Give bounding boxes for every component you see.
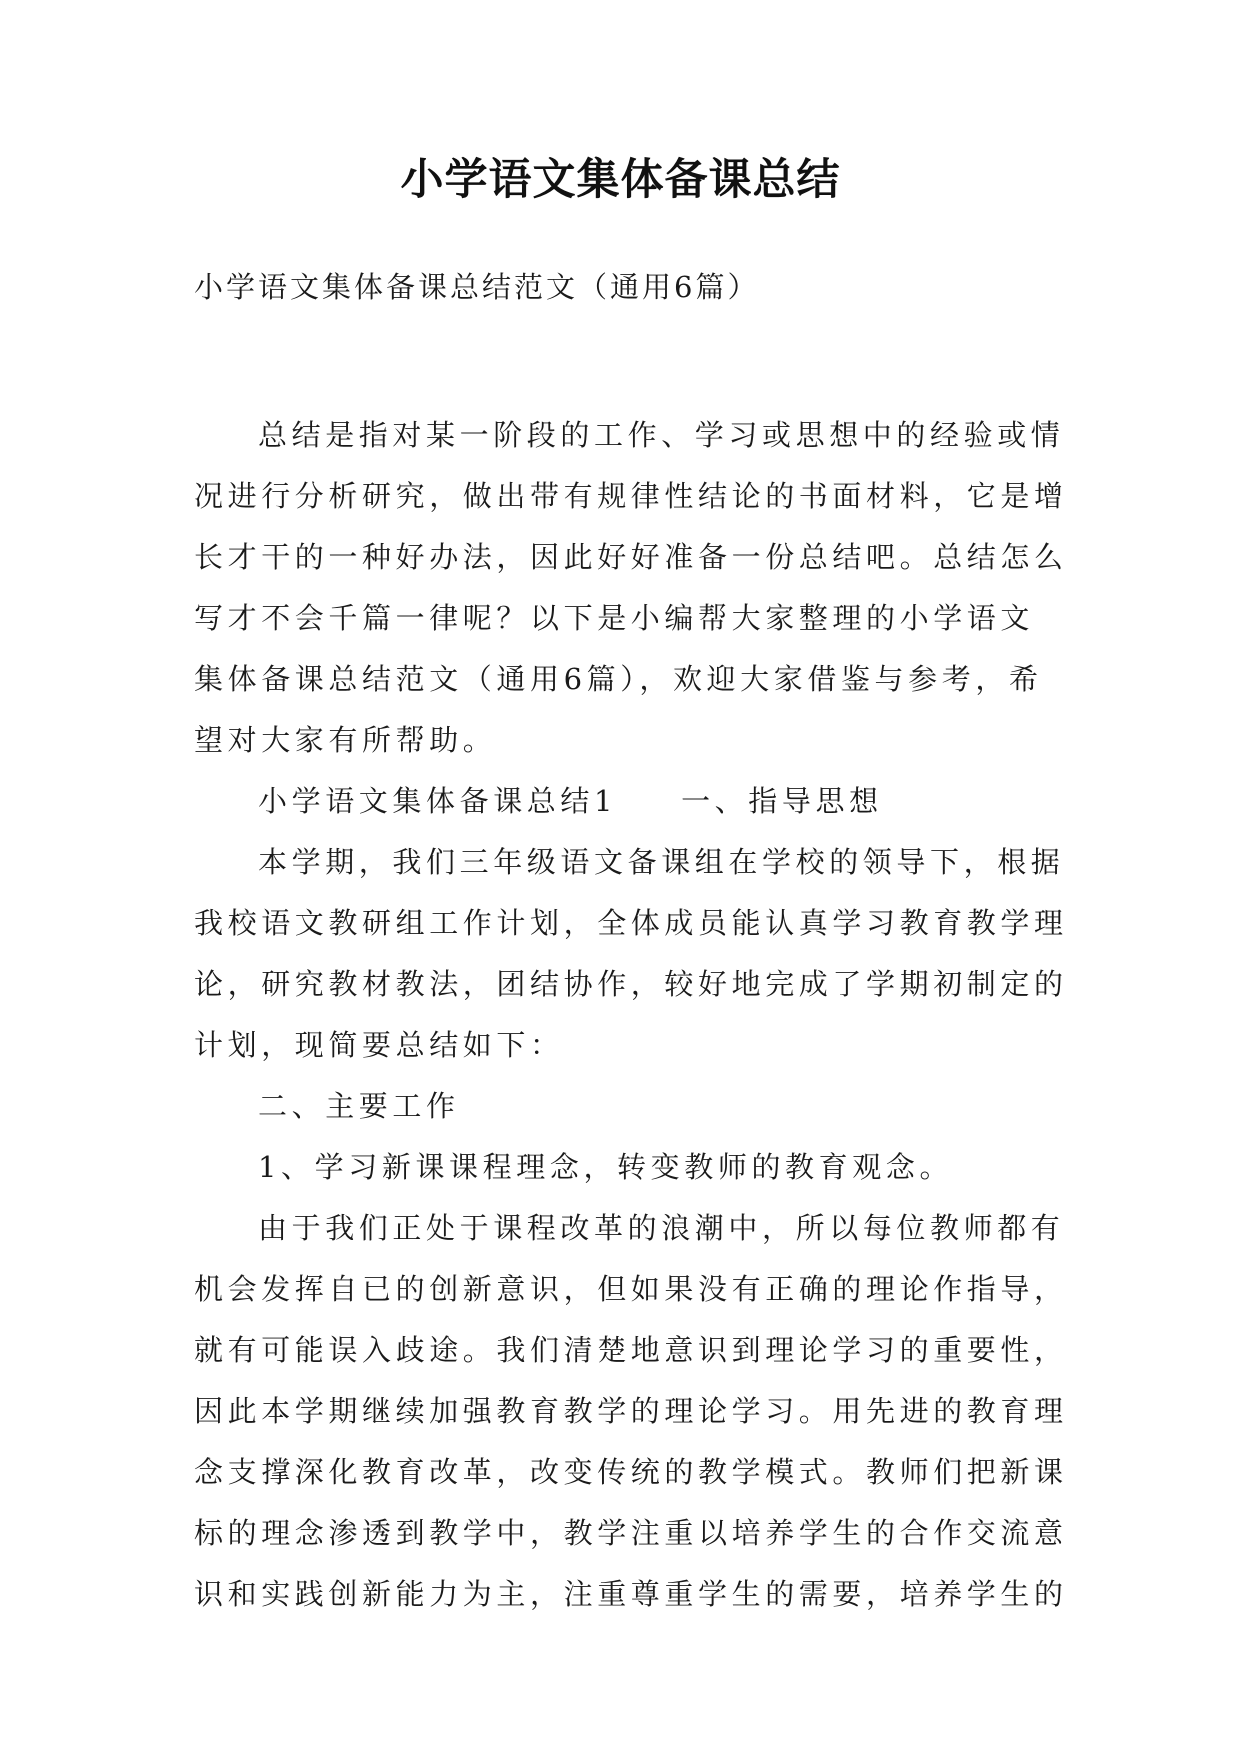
paragraph-line: 论，研究教材教法，团结协作，较好地完成了学期初制定的 (194, 967, 1068, 1001)
paragraph-line: 就有可能误入歧途。我们清楚地意识到理论学习的重要性， (194, 1333, 1068, 1367)
paragraph-line: 集体备课总结范文（通用6篇），欢迎大家借鉴与参考，希 (194, 662, 1043, 696)
paragraph-line: 写才不会千篇一律呢？以下是小编帮大家整理的小学语文 (194, 601, 1035, 635)
paragraph-line: 总结是指对某一阶段的工作、学习或思想中的经验或情 (258, 418, 1065, 452)
document-title: 小学语文集体备课总结 (400, 155, 841, 205)
paragraph-line: 况进行分析研究，做出带有规律性结论的书面材料，它是增 (194, 479, 1068, 513)
section-title: 小学语文集体备课总结1 (258, 784, 618, 818)
paragraph-line: 因此本学期继续加强教育教学的理论学习。用先进的教育理 (194, 1394, 1068, 1428)
paragraph-line: 长才干的一种好办法，因此好好准备一份总结吧。总结怎么 (194, 540, 1068, 574)
paragraph-line: 由于我们正处于课程改革的浪潮中，所以每位教师都有 (258, 1211, 1065, 1245)
paragraph-line: 望对大家有所帮助。 (194, 723, 497, 757)
section-heading: 二、主要工作 (258, 1089, 460, 1123)
document-body (194, 405, 1074, 1625)
paragraph-line: 标的理念渗透到教学中，教学注重以培养学生的合作交流意 (194, 1516, 1068, 1550)
document-subtitle: 小学语文集体备课总结范文（通用6篇） (194, 270, 760, 304)
section-heading: 一、指导思想 (681, 784, 883, 818)
paragraph-line: 识和实践创新能力为主，注重尊重学生的需要，培养学生的 (194, 1577, 1068, 1611)
paragraph-line: 机会发挥自已的创新意识，但如果没有正确的理论作指导， (194, 1272, 1068, 1306)
section-heading-line (194, 771, 1074, 832)
subsection-heading: 1、学习新课课程理念，转变教师的教育观念。 (258, 1150, 954, 1184)
paragraph-line: 本学期，我们三年级语文备课组在学校的领导下，根据 (258, 845, 1065, 879)
paragraph-line: 我校语文教研组工作计划，全体成员能认真学习教育教学理 (194, 906, 1068, 940)
paragraph-line: 念支撑深化教育改革，改变传统的教学模式。教师们把新课 (194, 1455, 1068, 1489)
paragraph-line: 计划，现简要总结如下： (194, 1028, 564, 1062)
